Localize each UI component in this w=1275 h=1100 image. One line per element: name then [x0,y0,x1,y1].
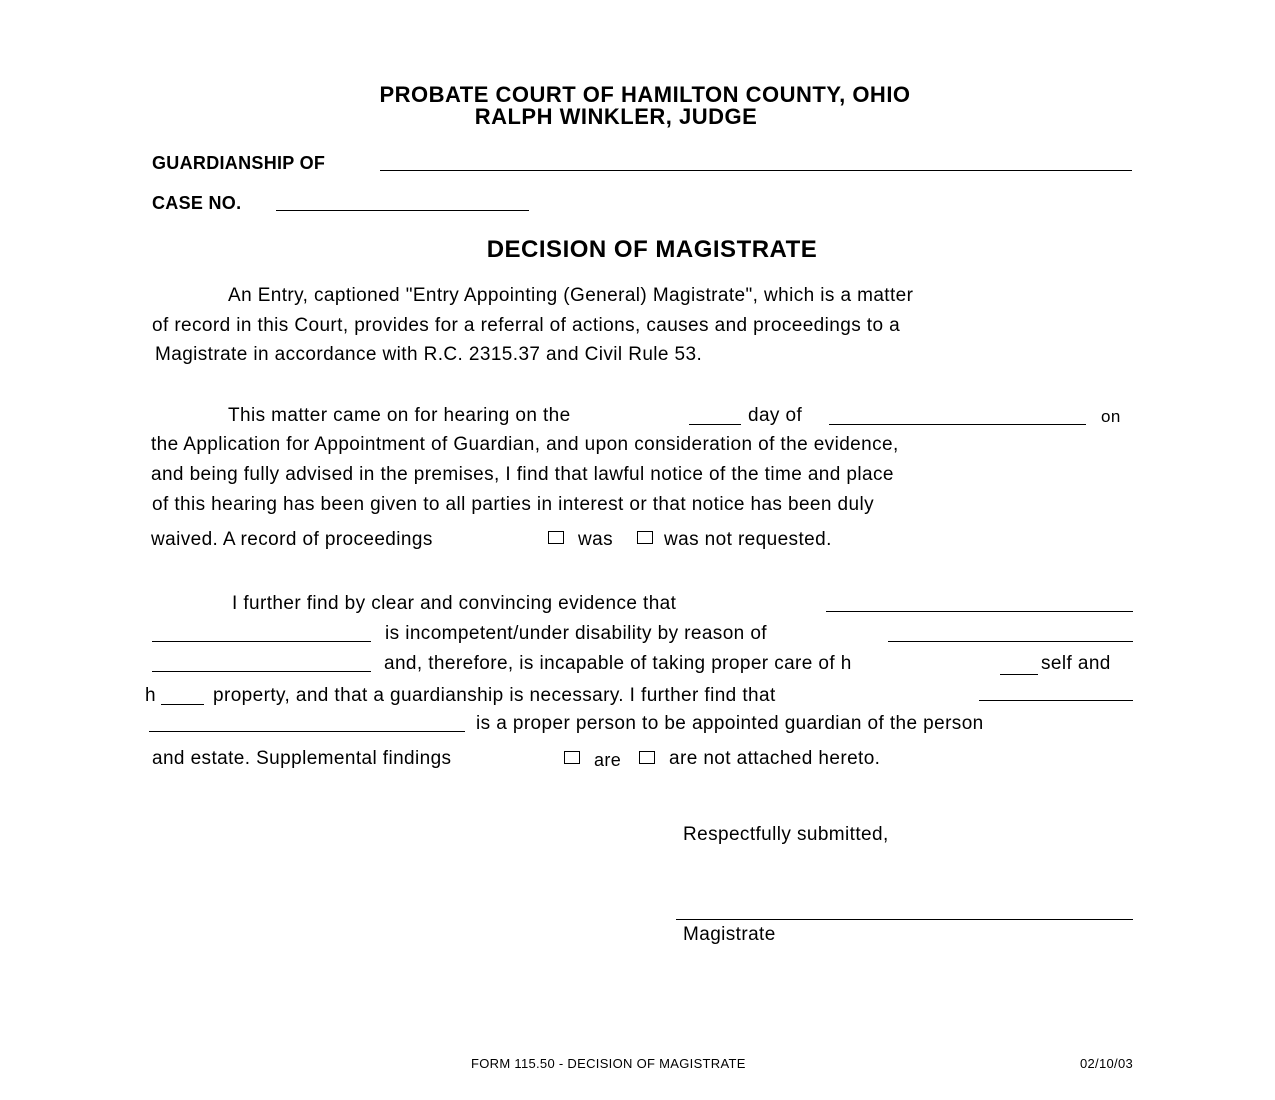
para2-day-of: day of [748,405,803,426]
guardian-name-field[interactable] [979,700,1133,701]
supplemental-are-not-checkbox[interactable] [639,751,655,764]
supplemental-are-checkbox[interactable] [564,751,580,764]
para1-line1: An Entry, captioned "Entry Appointing (General) Magistrate", which is a matter [228,285,914,306]
guardian-name-field-cont[interactable] [149,731,465,732]
para2-line3: and being fully advised in the premises, I find that lawful notice of the time and place [151,464,894,485]
record-was-checkbox[interactable] [548,531,564,544]
para3-line4-h: h [145,685,156,706]
hearing-day-field[interactable] [689,424,741,425]
disability-reason-field[interactable] [888,641,1133,642]
para2-line2: the Application for Appointment of Guardian, and upon consideration of the evidence, [151,434,899,455]
supplemental-are-label: are [594,750,622,770]
para2-line4: of this hearing has been given to all parties in interest or that notice has been duly [152,494,874,515]
case-no-field[interactable] [276,210,529,211]
ward-name-field[interactable] [826,611,1133,612]
para3-line4-text: property, and that a guardianship is necessary. I further find that [213,685,776,706]
para1-line2: of record in this Court, provides for a referral of actions, causes and proceedings to a [152,315,901,336]
para1-line3: Magistrate in accordance with R.C. 2315.37 and Civil Rule 53. [155,344,703,365]
disability-reason-field-cont[interactable] [152,671,371,672]
record-was-not-checkbox[interactable] [637,531,653,544]
case-no-label: CASE NO. [152,193,242,213]
closing-text: Respectfully submitted, [683,824,889,845]
guardianship-label: GUARDIANSHIP OF [152,153,326,173]
judge-name: RALPH WINKLER, JUDGE [474,104,758,129]
form-date: 02/10/03 [1080,1056,1134,1071]
ward-name-field-cont[interactable] [152,641,371,642]
para3-line3-text: and, therefore, is incapable of taking proper care of h [384,653,852,674]
para3-line2: is incompetent/under disability by reason of [385,623,767,644]
form-number: FORM 115.50 - DECISION OF MAGISTRATE [471,1056,746,1071]
para3-self-and: self and [1041,653,1111,674]
record-was-not-label: was not requested. [664,529,832,550]
para2-line5-text: waived. A record of proceedings [151,529,433,550]
para3-line6-text: and estate. Supplemental findings [152,748,452,769]
para2-line1-text: This matter came on for hearing on the [228,405,571,426]
hearing-month-field[interactable] [829,424,1086,425]
document-title: DECISION OF MAGISTRATE [486,236,818,263]
para3-line5: is a proper person to be appointed guardian of the person [476,713,984,734]
magistrate-signature-line[interactable] [676,919,1133,920]
magistrate-label: Magistrate [683,924,776,945]
para2-on: on [1101,407,1121,426]
para3-line1: I further find by clear and convincing evidence that [232,593,677,614]
pronoun-property-field[interactable] [161,704,204,705]
record-was-label: was [578,529,613,550]
guardianship-name-field[interactable] [380,170,1132,171]
court-name: PROBATE COURT OF HAMILTON COUNTY, OHIO [379,82,911,107]
pronoun-self-field[interactable] [1000,674,1038,675]
supplemental-are-not-label: are not attached hereto. [669,748,881,769]
